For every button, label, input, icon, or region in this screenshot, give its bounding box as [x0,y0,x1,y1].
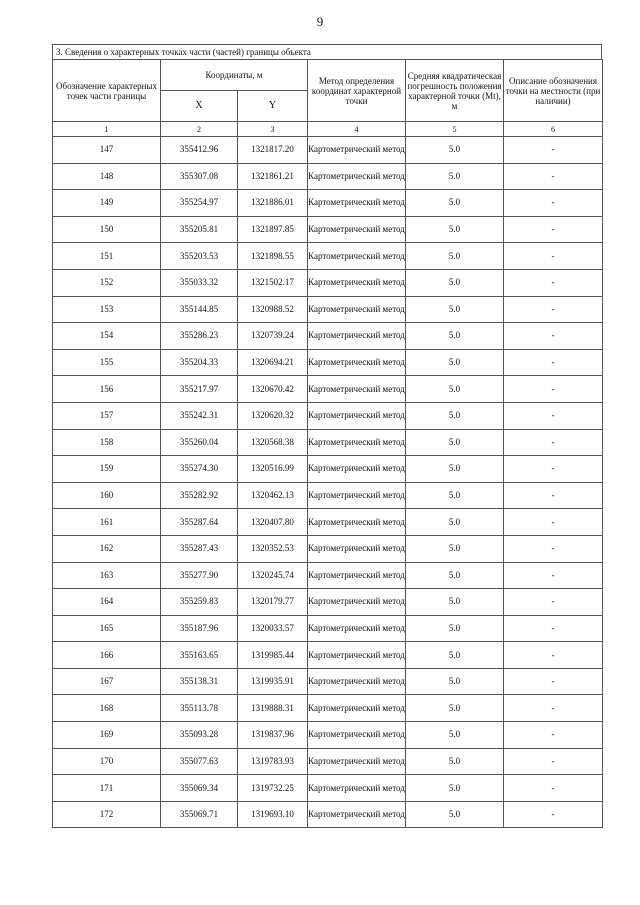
method-cell: Картометрический метод [308,775,406,802]
description-cell: - [504,615,603,642]
description-cell: - [504,296,603,323]
y-coordinate-cell: 1320407.80 [238,509,308,536]
method-cell: Картометрический метод [308,509,406,536]
point-id-cell: 172 [53,801,161,828]
description-cell: - [504,163,603,190]
y-coordinate-cell: 1321817.20 [238,137,308,164]
column-number: 6 [504,122,603,137]
description-cell: - [504,695,603,722]
y-coordinate-cell: 1320694.21 [238,349,308,376]
table-row [53,801,603,828]
accuracy-cell: 5.0 [406,243,504,270]
table-row [53,668,603,695]
header-coordinates: Координаты, м [161,60,308,91]
method-cell: Картометрический метод [308,429,406,456]
method-cell: Картометрический метод [308,535,406,562]
accuracy-cell: 5.0 [406,722,504,749]
point-id-cell: 164 [53,589,161,616]
table-row [53,695,603,722]
table-row [53,748,603,775]
x-coordinate-cell: 355204.33 [161,349,238,376]
y-coordinate-cell: 1321897.85 [238,216,308,243]
table-row [53,349,603,376]
page-number: 9 [316,14,324,29]
accuracy-cell: 5.0 [406,668,504,695]
x-coordinate-cell: 355277.90 [161,562,238,589]
method-cell: Картометрический метод [308,269,406,296]
point-id-cell: 160 [53,482,161,509]
accuracy-cell: 5.0 [406,269,504,296]
accuracy-cell: 5.0 [406,535,504,562]
table-row [53,429,603,456]
description-cell: - [504,349,603,376]
point-id-cell: 153 [53,296,161,323]
y-coordinate-cell: 1320620.32 [238,402,308,429]
point-id-cell: 157 [53,402,161,429]
point-id-cell: 151 [53,243,161,270]
table-row [53,482,603,509]
table-row [53,137,603,164]
x-coordinate-cell: 355307.08 [161,163,238,190]
y-coordinate-cell: 1321861.21 [238,163,308,190]
accuracy-cell: 5.0 [406,190,504,217]
description-cell: - [504,269,603,296]
accuracy-cell: 5.0 [406,456,504,483]
y-coordinate-cell: 1320568.38 [238,429,308,456]
header-description: Описание обозначения точки на местности (при наличии) [504,60,603,122]
boundary-points-table [52,59,603,828]
table-row [53,296,603,323]
x-coordinate-cell: 355259.83 [161,589,238,616]
header-method: Метод определения координат характерной точки [308,60,406,122]
method-cell: Картометрический метод [308,349,406,376]
point-id-cell: 169 [53,722,161,749]
description-cell: - [504,243,603,270]
method-cell: Картометрический метод [308,562,406,589]
y-coordinate-cell: 1319693.10 [238,801,308,828]
table-row [53,615,603,642]
method-cell: Картометрический метод [308,163,406,190]
accuracy-cell: 5.0 [406,482,504,509]
point-id-cell: 165 [53,615,161,642]
method-cell: Картометрический метод [308,323,406,350]
point-id-cell: 171 [53,775,161,802]
accuracy-cell: 5.0 [406,748,504,775]
point-id-cell: 168 [53,695,161,722]
header-y: Y [238,91,308,122]
x-coordinate-cell: 355077.63 [161,748,238,775]
x-coordinate-cell: 355163.65 [161,642,238,669]
x-coordinate-cell: 355093.28 [161,722,238,749]
description-cell: - [504,137,603,164]
table-row [53,323,603,350]
x-coordinate-cell: 355113.78 [161,695,238,722]
description-cell: - [504,376,603,403]
x-coordinate-cell: 355412.96 [161,137,238,164]
x-coordinate-cell: 355286.23 [161,323,238,350]
column-numbers-row [53,122,603,137]
method-cell: Картометрический метод [308,642,406,669]
description-cell: - [504,775,603,802]
point-id-cell: 167 [53,668,161,695]
table-row [53,402,603,429]
method-cell: Картометрический метод [308,722,406,749]
method-cell: Картометрический метод [308,668,406,695]
header-x: X [161,91,238,122]
description-cell: - [504,509,603,536]
method-cell: Картометрический метод [308,695,406,722]
column-number: 5 [406,122,504,137]
method-cell: Картометрический метод [308,748,406,775]
method-cell: Картометрический метод [308,615,406,642]
description-cell: - [504,429,603,456]
accuracy-cell: 5.0 [406,137,504,164]
point-id-cell: 156 [53,376,161,403]
point-id-cell: 152 [53,269,161,296]
column-number: 2 [161,122,238,137]
x-coordinate-cell: 355187.96 [161,615,238,642]
point-id-cell: 158 [53,429,161,456]
table-row [53,775,603,802]
x-coordinate-cell: 355260.04 [161,429,238,456]
y-coordinate-cell: 1319732.25 [238,775,308,802]
accuracy-cell: 5.0 [406,615,504,642]
header-accuracy: Средняя квадратическая погрешность положения характерной точки (Mt), м [406,60,504,122]
y-coordinate-cell: 1320245.74 [238,562,308,589]
point-id-cell: 155 [53,349,161,376]
header-row [53,60,603,91]
method-cell: Картометрический метод [308,190,406,217]
x-coordinate-cell: 355274.30 [161,456,238,483]
table-row [53,562,603,589]
accuracy-cell: 5.0 [406,402,504,429]
y-coordinate-cell: 1321886.01 [238,190,308,217]
accuracy-cell: 5.0 [406,562,504,589]
point-id-cell: 150 [53,216,161,243]
description-cell: - [504,402,603,429]
x-coordinate-cell: 355287.43 [161,535,238,562]
table-body [53,137,603,828]
accuracy-cell: 5.0 [406,695,504,722]
point-id-cell: 162 [53,535,161,562]
table-row [53,190,603,217]
description-cell: - [504,748,603,775]
description-cell: - [504,562,603,589]
method-cell: Картометрический метод [308,456,406,483]
x-coordinate-cell: 355138.31 [161,668,238,695]
y-coordinate-cell: 1319985.44 [238,642,308,669]
point-id-cell: 154 [53,323,161,350]
accuracy-cell: 5.0 [406,642,504,669]
column-number: 3 [238,122,308,137]
y-coordinate-cell: 1320462.13 [238,482,308,509]
accuracy-cell: 5.0 [406,163,504,190]
accuracy-cell: 5.0 [406,376,504,403]
table-row [53,376,603,403]
method-cell: Картометрический метод [308,801,406,828]
point-id-cell: 149 [53,190,161,217]
y-coordinate-cell: 1319783.93 [238,748,308,775]
table-row [53,642,603,669]
x-coordinate-cell: 355217.97 [161,376,238,403]
method-cell: Картометрический метод [308,589,406,616]
description-cell: - [504,216,603,243]
accuracy-cell: 5.0 [406,429,504,456]
accuracy-cell: 5.0 [406,323,504,350]
y-coordinate-cell: 1320670.42 [238,376,308,403]
point-id-cell: 161 [53,509,161,536]
y-coordinate-cell: 1319837.96 [238,722,308,749]
x-coordinate-cell: 355242.31 [161,402,238,429]
description-cell: - [504,642,603,669]
y-coordinate-cell: 1320988.52 [238,296,308,323]
description-cell: - [504,323,603,350]
table-row [53,535,603,562]
accuracy-cell: 5.0 [406,775,504,802]
description-cell: - [504,482,603,509]
description-cell: - [504,801,603,828]
table-row [53,456,603,483]
table-row [53,509,603,536]
y-coordinate-cell: 1320739.24 [238,323,308,350]
accuracy-cell: 5.0 [406,216,504,243]
point-id-cell: 148 [53,163,161,190]
table-row [53,243,603,270]
description-cell: - [504,722,603,749]
point-id-cell: 170 [53,748,161,775]
table-row [53,722,603,749]
table-row [53,216,603,243]
x-coordinate-cell: 355205.81 [161,216,238,243]
table-row [53,589,603,616]
x-coordinate-cell: 355254.97 [161,190,238,217]
point-id-cell: 147 [53,137,161,164]
x-coordinate-cell: 355282.92 [161,482,238,509]
accuracy-cell: 5.0 [406,589,504,616]
method-cell: Картометрический метод [308,137,406,164]
x-coordinate-cell: 355033.32 [161,269,238,296]
x-coordinate-cell: 355287.64 [161,509,238,536]
x-coordinate-cell: 355069.34 [161,775,238,802]
accuracy-cell: 5.0 [406,509,504,536]
point-id-cell: 159 [53,456,161,483]
point-id-cell: 163 [53,562,161,589]
y-coordinate-cell: 1320516.99 [238,456,308,483]
section-title: 3. Сведения о характерных точках части (частей) границы объекта [52,44,602,59]
column-number: 4 [308,122,406,137]
method-cell: Картометрический метод [308,482,406,509]
table-row [53,269,603,296]
method-cell: Картометрический метод [308,243,406,270]
accuracy-cell: 5.0 [406,296,504,323]
accuracy-cell: 5.0 [406,801,504,828]
table-row [53,163,603,190]
y-coordinate-cell: 1321502.17 [238,269,308,296]
method-cell: Картометрический метод [308,216,406,243]
description-cell: - [504,668,603,695]
header-point-designation: Обозначение характерных точек части границы [53,60,161,122]
description-cell: - [504,456,603,483]
y-coordinate-cell: 1320352.53 [238,535,308,562]
description-cell: - [504,535,603,562]
y-coordinate-cell: 1319888.31 [238,695,308,722]
method-cell: Картометрический метод [308,296,406,323]
point-id-cell: 166 [53,642,161,669]
document-sheet [52,44,602,828]
y-coordinate-cell: 1320033.57 [238,615,308,642]
description-cell: - [504,589,603,616]
description-cell: - [504,190,603,217]
y-coordinate-cell: 1321898.55 [238,243,308,270]
y-coordinate-cell: 1320179.77 [238,589,308,616]
x-coordinate-cell: 355144.85 [161,296,238,323]
x-coordinate-cell: 355069.71 [161,801,238,828]
accuracy-cell: 5.0 [406,349,504,376]
column-number: 1 [53,122,161,137]
method-cell: Картометрический метод [308,402,406,429]
y-coordinate-cell: 1319935.91 [238,668,308,695]
method-cell: Картометрический метод [308,376,406,403]
x-coordinate-cell: 355203.53 [161,243,238,270]
